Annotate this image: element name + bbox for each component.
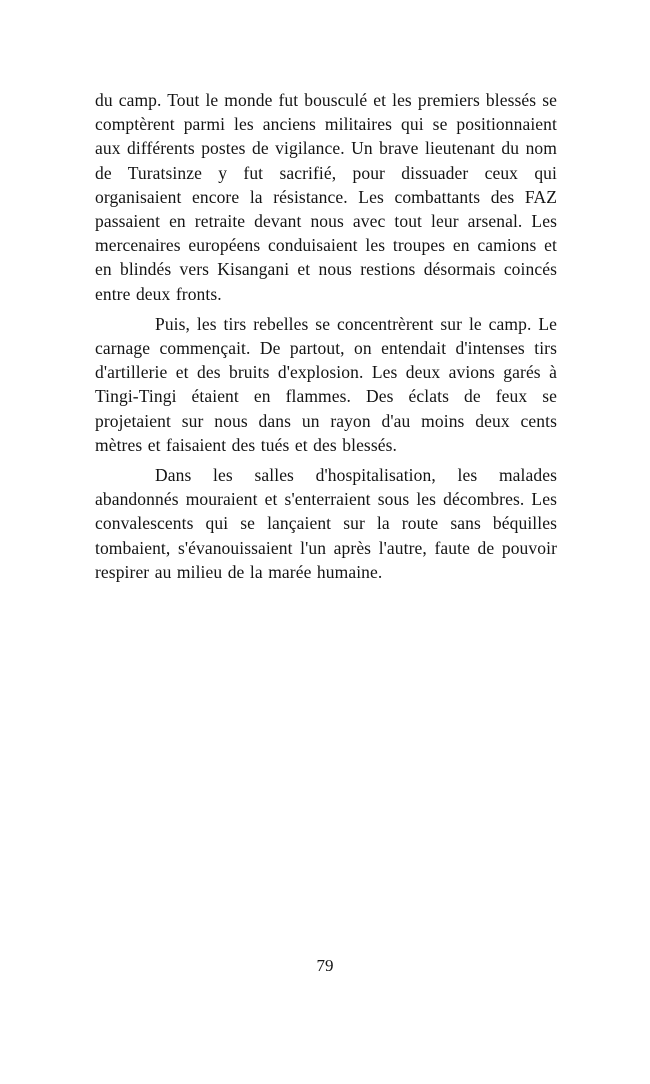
- page-number: 79: [316, 956, 334, 975]
- paragraph-2: Puis, les tirs rebelles se concentrèrent sur le camp. Le carnage commençait. De partout, on entendait d'intenses tirs d'artillerie et des bruits d'explosion. Les deux avions garés à Tingi-Tingi étaient en flammes. Des éclats de feux se projetaient sur nous dans un rayon d'au moins deux cents mètres et faisaient des tués et des blessés.: [95, 313, 557, 455]
- body-text: [95, 88, 557, 590]
- paragraph-1: du camp. Tout le monde fut bousculé et les premiers blessés se comptèrent parmi les anciens militaires qui se positionnaient aux différents postes de vigilance. Un brave lieutenant du nom de Turatsinze y fut sacrifié, pour dissuader ceux qui organisaient encore la résistance. Les combattants des FAZ passaient en retraite devant nous avec tout leur arsenal. Les mercenaires européens conduisaient les troupes en camions et en blindés vers Kisangani et nous restions désormais coincés entre deux fronts.: [95, 90, 557, 304]
- paragraph-3: Dans les salles d'hospitalisation, les malades abandonnés mouraient et s'enterraient sous les décombres. Les convalescents qui se lançaient sur la route sans béquilles tombaient, s'évanouissaient l'un après l'autre, faute de pouvoir respirer au milieu de la marée humaine.: [95, 465, 557, 582]
